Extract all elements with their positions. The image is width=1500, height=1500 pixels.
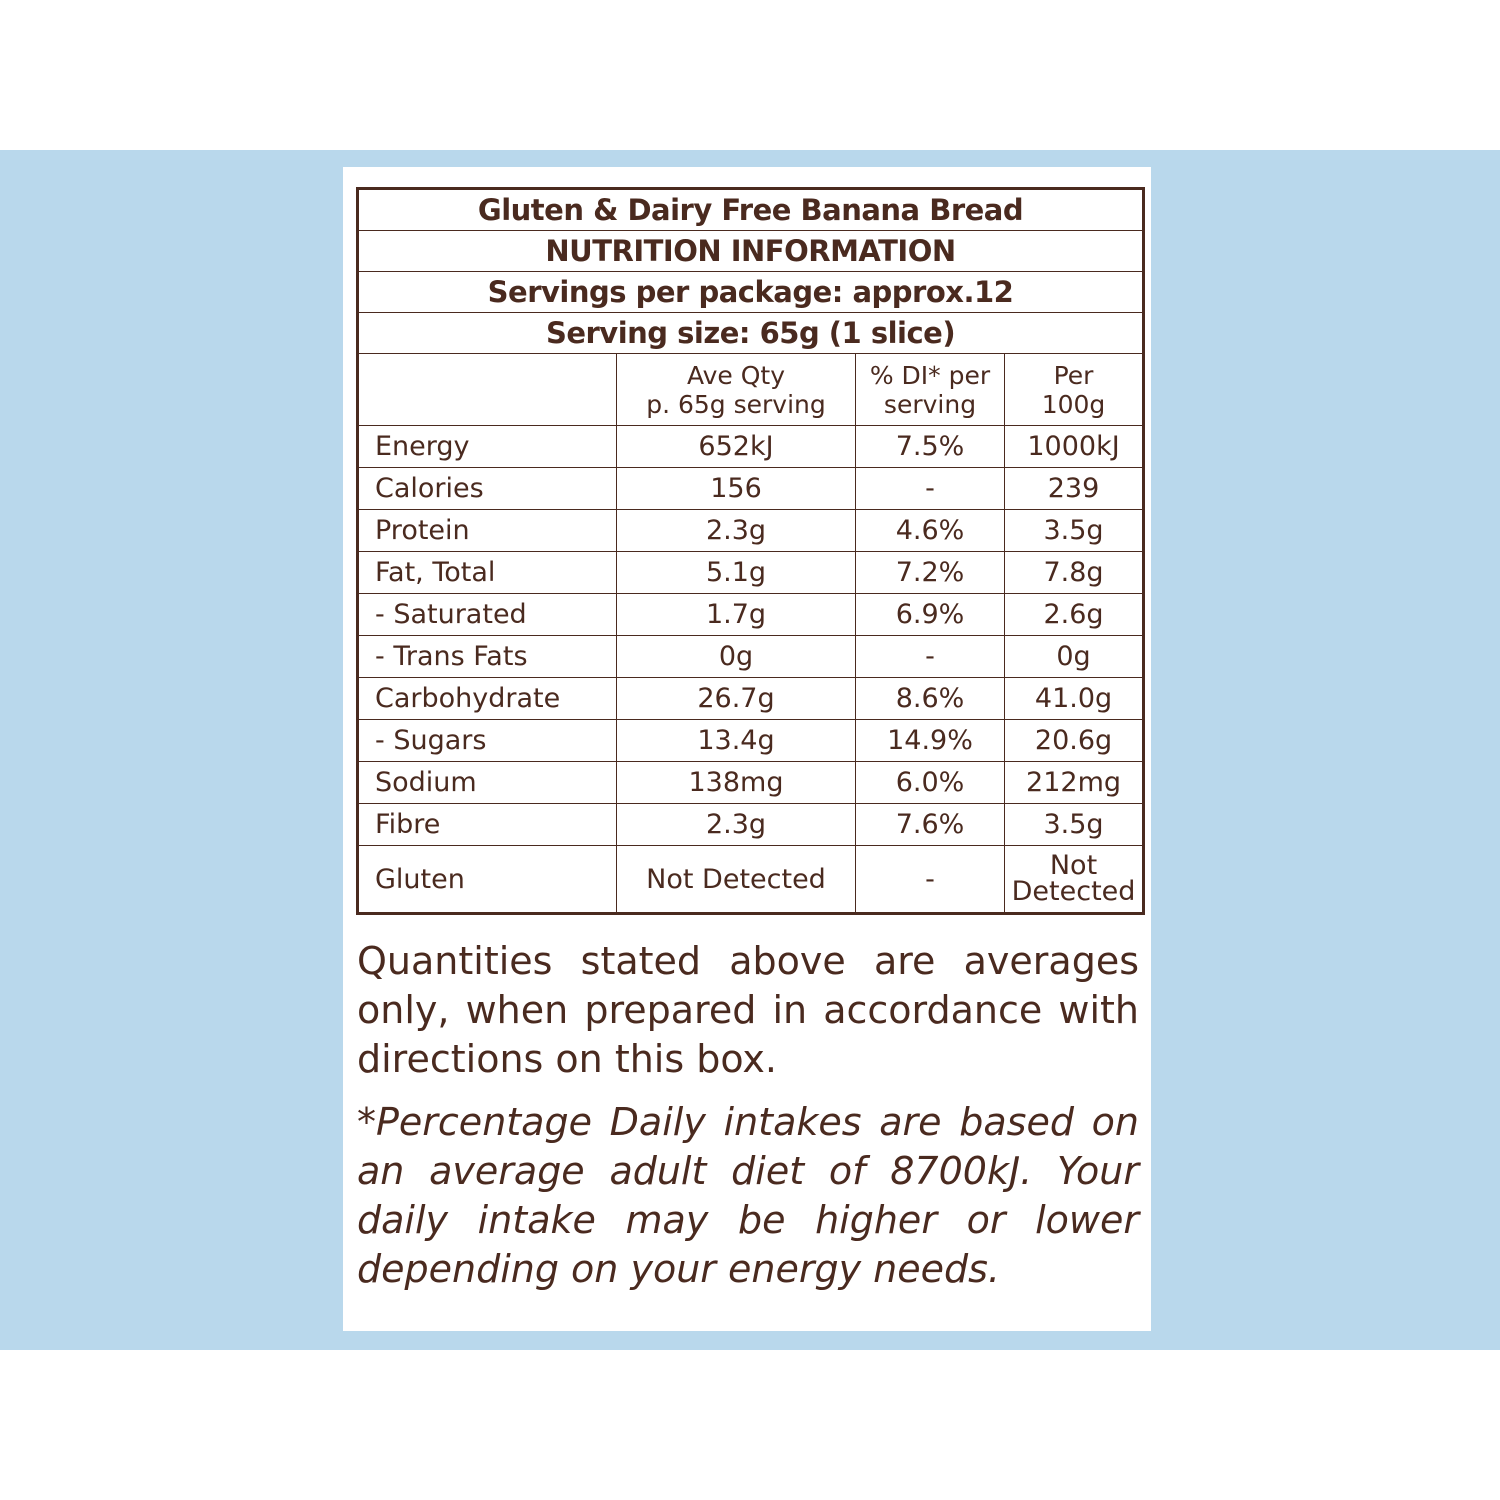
nutrient-name: - Saturated	[358, 594, 617, 636]
table-row	[358, 636, 1144, 678]
table-row-gluten	[358, 846, 1144, 914]
table-row	[358, 594, 1144, 636]
di-value: -	[856, 846, 1005, 914]
per-100g-value: 1000kJ	[1005, 426, 1144, 468]
ave-qty-value: 652kJ	[617, 426, 856, 468]
di-value: 8.6%	[856, 678, 1005, 720]
per-100g-value: 3.5g	[1005, 804, 1144, 846]
table-row	[358, 426, 1144, 468]
ave-qty-value: 2.3g	[617, 510, 856, 552]
ave-qty-value: 156	[617, 468, 856, 510]
per-100g-value: 7.8g	[1005, 552, 1144, 594]
per-100g-value: 20.6g	[1005, 720, 1144, 762]
table-row	[358, 678, 1144, 720]
ave-qty-value: 26.7g	[617, 678, 856, 720]
di-value: -	[856, 636, 1005, 678]
di-value: 14.9%	[856, 720, 1005, 762]
daily-intake-footnote: *Percentage Daily intakes are based on an average adult diet of 8700kJ. Your daily intake may be higher or lower depending on your energy needs.	[357, 1100, 1139, 1291]
nutrient-name: Protein	[358, 510, 617, 552]
nutrient-name: Sodium	[358, 762, 617, 804]
nutrient-name: Fibre	[358, 804, 617, 846]
nutrition-table	[356, 187, 1145, 915]
per-100g-value: 2.6g	[1005, 594, 1144, 636]
ave-qty-value: Not Detected	[617, 846, 856, 914]
per-100g-value: 212mg	[1005, 762, 1144, 804]
table-row	[358, 720, 1144, 762]
per-100g-value: 41.0g	[1005, 678, 1144, 720]
ave-qty-value: 5.1g	[617, 552, 856, 594]
serving-size: Serving size: 65g (1 slice)	[358, 313, 1144, 354]
ave-qty-value: 0g	[617, 636, 856, 678]
per-100g-value: 239	[1005, 468, 1144, 510]
di-value: 7.2%	[856, 552, 1005, 594]
di-value: -	[856, 468, 1005, 510]
per-100g-value: 3.5g	[1005, 510, 1144, 552]
nutrient-name: - Sugars	[358, 720, 617, 762]
column-headers	[358, 354, 1144, 426]
di-value: 7.6%	[856, 804, 1005, 846]
di-value: 6.9%	[856, 594, 1005, 636]
di-value: 7.5%	[856, 426, 1005, 468]
table-row	[358, 804, 1144, 846]
nutrient-name: Calories	[358, 468, 617, 510]
nutrient-name: Gluten	[358, 846, 617, 914]
blank-header	[358, 354, 617, 426]
averages-note: Quantities stated above are averages only, when prepared in accordance with directions on this box.	[357, 939, 1139, 1081]
di-value: 6.0%	[856, 762, 1005, 804]
di-header: % DI* per serving	[856, 354, 1005, 426]
ave-qty-value: 1.7g	[617, 594, 856, 636]
per-100g-value: Not Detected	[1005, 846, 1144, 914]
nutrient-name: Energy	[358, 426, 617, 468]
ave-qty-value: 138mg	[617, 762, 856, 804]
table-row	[358, 510, 1144, 552]
table-heading: NUTRITION INFORMATION	[358, 231, 1144, 272]
nutrient-name: Fat, Total	[358, 552, 617, 594]
table-row	[358, 552, 1144, 594]
table-row	[358, 468, 1144, 510]
product-title: Gluten & Dairy Free Banana Bread	[358, 189, 1144, 231]
ave-qty-value: 13.4g	[617, 720, 856, 762]
per-100g-header: Per 100g	[1005, 354, 1144, 426]
nutrient-name: Carbohydrate	[358, 678, 617, 720]
servings-per-package: Servings per package: approx.12	[358, 272, 1144, 313]
di-value: 4.6%	[856, 510, 1005, 552]
ave-qty-header: Ave Qty p. 65g serving	[617, 354, 856, 426]
per-100g-value: 0g	[1005, 636, 1144, 678]
nutrient-name: - Trans Fats	[358, 636, 617, 678]
table-row	[358, 762, 1144, 804]
ave-qty-value: 2.3g	[617, 804, 856, 846]
